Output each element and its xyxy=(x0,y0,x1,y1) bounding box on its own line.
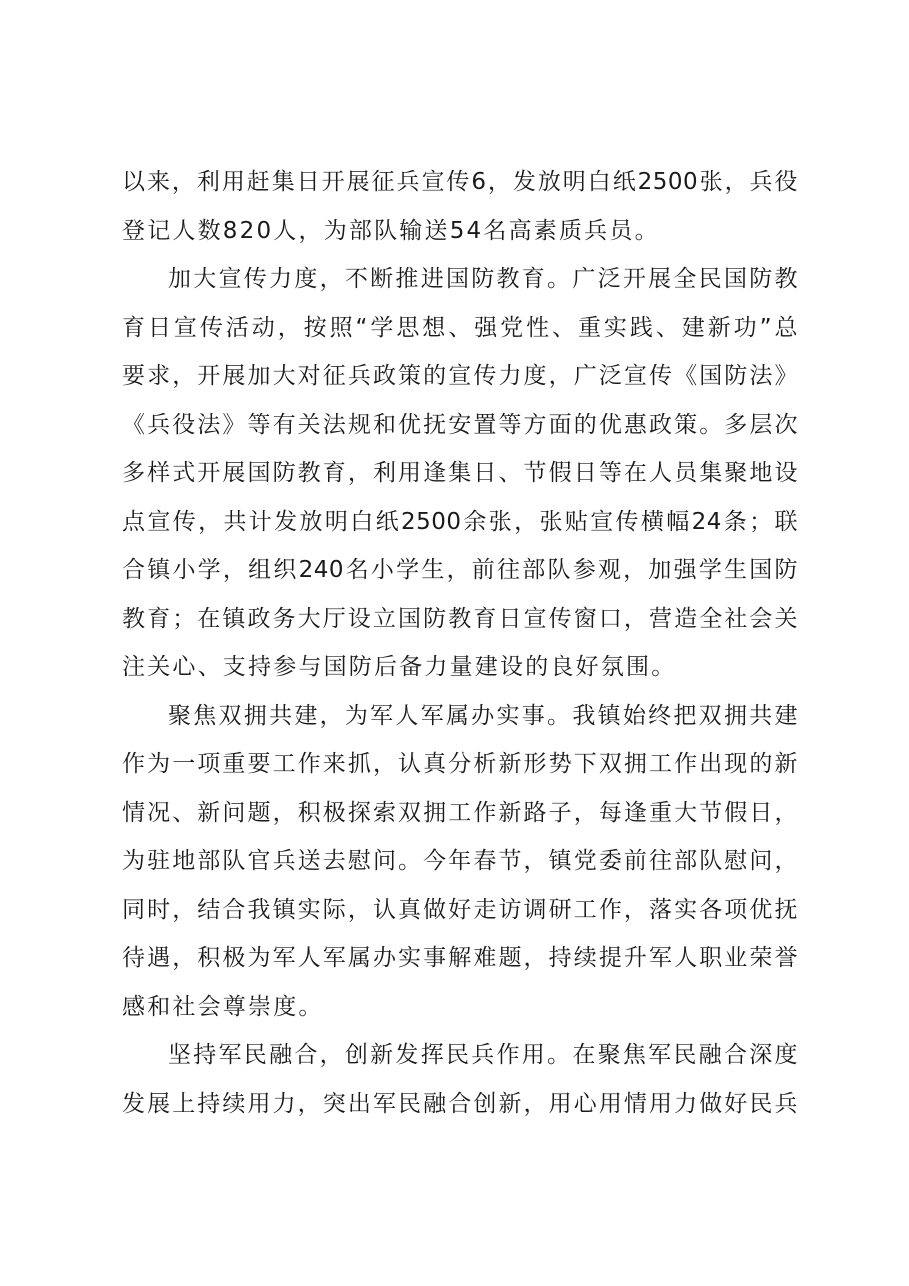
paragraph-2-line-6: 点宣传，共计发放明白纸2500余张，张贴宣传横幅24条；联 xyxy=(122,509,798,535)
paragraph-3-line-4: 为驻地部队官兵送去慰问。今年春节，镇党委前往部队慰问， xyxy=(122,848,798,874)
paragraph-2-line-3: 要求，开展加大对征兵政策的宣传力度，广泛宣传《国防法》 xyxy=(122,363,798,389)
paragraph-2-line-7: 合镇小学，组织240名小学生，前往部队参观，加强学生国防 xyxy=(122,557,798,583)
paragraph-1-line-2: 登记人数820人，为部队输送54名高素质兵员。 xyxy=(122,218,660,244)
paragraph-1-line-1: 以来，利用赶集日开展征兵宣传6，发放明白纸2500张，兵役 xyxy=(122,169,798,195)
paragraph-2-line-5: 多样式开展国防教育，利用逢集日、节假日等在人员集聚地设 xyxy=(122,460,798,486)
paragraph-3-line-2: 作为一项重要工作来抓，认真分析新形势下双拥工作出现的新 xyxy=(122,751,798,777)
paragraph-3-line-5: 同时，结合我镇实际，认真做好走访调研工作，落实各项优抚 xyxy=(122,897,798,923)
paragraph-4-line-1: 坚持军民融合，创新发挥民兵作用。在聚焦军民融合深度 xyxy=(168,1042,798,1068)
paragraph-2-line-9: 注关心、支持参与国防后备力量建设的良好氛围。 xyxy=(122,654,677,680)
paragraph-2-line-1: 加大宣传力度，不断推进国防教育。广泛开展全民国防教 xyxy=(168,266,798,292)
paragraph-3-line-3: 情况、新问题，积极探索双拥工作新路子，每逢重大节假日， xyxy=(122,800,798,826)
paragraph-2-line-8: 教育；在镇政务大厅设立国防教育日宣传窗口，营造全社会关 xyxy=(122,606,798,632)
paragraph-2-line-4: 《兵役法》等有关法规和优抚安置等方面的优惠政策。多层次 xyxy=(122,412,798,438)
paragraph-2-line-2: 育日宣传活动，按照“学思想、强党性、重实践、建新功”总 xyxy=(122,315,798,341)
paragraph-3-line-1: 聚焦双拥共建，为军人军属办实事。我镇始终把双拥共建 xyxy=(168,703,798,729)
paragraph-3-line-6: 待遇，积极为军人军属办实事解难题，持续提升军人职业荣誉 xyxy=(122,945,798,971)
paragraph-3-line-7: 感和社会尊崇度。 xyxy=(122,994,324,1020)
paragraph-4-line-2: 发展上持续用力，突出军民融合创新，用心用情用力做好民兵 xyxy=(122,1091,798,1117)
